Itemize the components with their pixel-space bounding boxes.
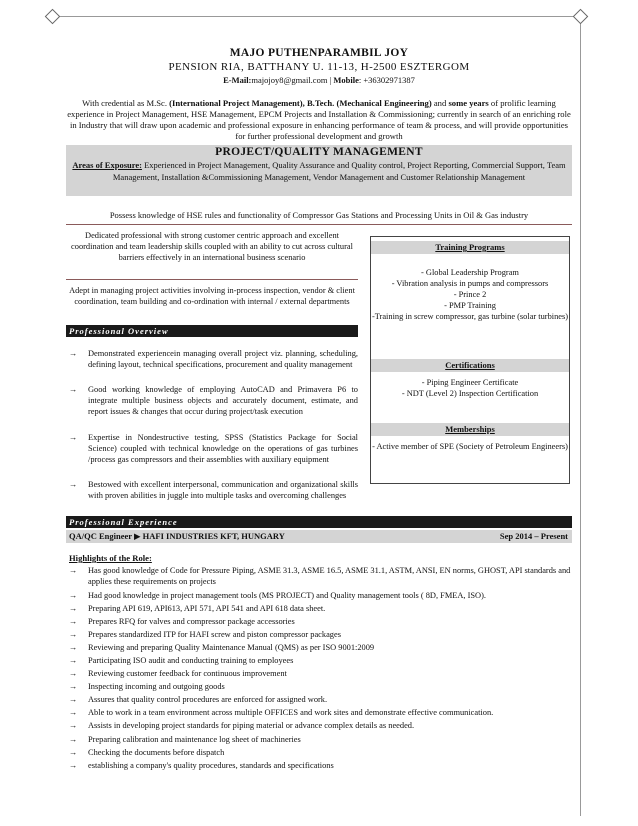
contact-separator: | bbox=[327, 75, 334, 85]
overview-item bbox=[69, 384, 358, 428]
overview-text: Bestowed with excellent interpersonal, communication and organizational skills with proven abilities in juggle into multiple tasks and overcoming challenges bbox=[88, 480, 358, 500]
overview-header: Professional Overview bbox=[66, 325, 358, 337]
arrow-icon: → bbox=[69, 669, 78, 678]
job-title-bar bbox=[66, 530, 572, 543]
border-top-line bbox=[52, 16, 582, 17]
corner-ornament-right bbox=[573, 9, 589, 25]
mobile-label: Mobile bbox=[333, 75, 359, 85]
arrow-icon: → bbox=[69, 349, 78, 358]
arrow-icon: → bbox=[69, 735, 78, 744]
memberships-list bbox=[371, 441, 569, 452]
divider-left bbox=[66, 279, 358, 280]
training-item: - Global Leadership Program bbox=[421, 268, 519, 277]
arrow-icon: → bbox=[69, 566, 78, 575]
arrow-icon: → bbox=[69, 761, 78, 770]
duty-item bbox=[69, 565, 571, 587]
postal-address: PENSION RIA, BATTHANY U. 11-13, H-2500 ESZTERGOM bbox=[168, 61, 470, 73]
duty-text: Able to work in a team environment across multiple OFFICES and work sites and demonstrate effective communication. bbox=[88, 708, 494, 717]
training-list bbox=[371, 267, 569, 322]
experience-header: Professional Experience bbox=[66, 516, 572, 528]
training-item: - Vibration analysis in pumps and compressors bbox=[391, 279, 549, 288]
border-right-line bbox=[580, 16, 581, 816]
duty-item bbox=[69, 668, 571, 679]
arrow-icon: → bbox=[69, 721, 78, 730]
membership-item: - Active member of SPE (Society of Petroleum Engineers) bbox=[372, 442, 568, 451]
arrow-icon: → bbox=[69, 591, 78, 600]
cert-item: - NDT (Level 2) Inspection Certification bbox=[401, 389, 539, 398]
overview-item bbox=[69, 432, 358, 476]
duty-item bbox=[69, 642, 571, 653]
arrow-icon: → bbox=[69, 682, 78, 691]
intro-degrees: (International Project Management), B.Tech. (Mechanical Engineering) bbox=[169, 98, 432, 108]
highlights-label: Highlights of the Role: bbox=[69, 553, 152, 563]
duty-text: Prepares RFQ for valves and compressor package accessories bbox=[88, 617, 295, 626]
duty-text: Has good knowledge of Code for Pressure Piping, ASME 31.3, ASME 16.5, ASME 31.1, ASTM, ANSI, EN norms, GHOST, API standards and applies these requirements on projects bbox=[88, 566, 571, 586]
cert-item: - Piping Engineer Certificate bbox=[421, 378, 519, 387]
arrow-icon: → bbox=[69, 643, 78, 652]
arrow-icon: → bbox=[69, 433, 78, 442]
duty-item bbox=[69, 681, 571, 692]
duty-text: Checking the documents before dispatch bbox=[88, 748, 225, 757]
training-item: -Training in screw compressor, gas turbine (solar turbines) bbox=[371, 312, 569, 321]
duty-text: Inspecting incoming and outgoing goods bbox=[88, 682, 225, 691]
duty-text: Had good knowledge in project management tools (MS PROJECT) and Quality management tools ( 8D, FMEA, ISO). bbox=[88, 591, 486, 600]
duty-text: Assures that quality control procedures are enforced for assigned work. bbox=[88, 695, 328, 704]
contact-line bbox=[0, 75, 638, 85]
arrow-icon: → bbox=[69, 617, 78, 626]
duty-item bbox=[69, 734, 571, 745]
memberships-heading: Memberships bbox=[371, 423, 569, 436]
exposure-text: Experienced in Project Management, Quality Assurance and Quality control, Project Reporting, Commercial Support, Team Management, Installation &Commissioning Management, Vendor Management and Customer Relationship Management bbox=[112, 160, 566, 182]
arrow-icon: → bbox=[69, 480, 78, 489]
overview-text: Good working knowledge of employing AutoCAD and Primavera P6 to integrate multiple business objects and accurately document, estimate, and report issues & changes that occur during project/task execution bbox=[88, 385, 358, 416]
intro-years: some years bbox=[448, 98, 489, 108]
candidate-name: MAJO PUTHENPARAMBIL JOY bbox=[229, 47, 409, 59]
overview-item bbox=[69, 479, 569, 503]
job-dates: Sep 2014 – Present bbox=[499, 531, 568, 541]
overview-text: Expertise in Nondestructive testing, SPSS (Statistics Package for Social Science) coupled with technical knowledge on the operations of gas turbines /process gas compressors and their assemblies with auxiliary equipment bbox=[88, 433, 358, 464]
intro-text-3: of prolific learning experience in Project Management, HSE Management, EPCM Projects and Installation & Commissioning; currently in search of an enriching role in Industry that will draw upon academic and professional exposure in enhancing performance of team & process, and will provide opportunities for further professional development and growth bbox=[67, 98, 571, 141]
duty-text: Participating ISO audit and conducting training to employees bbox=[88, 656, 294, 665]
summary-paragraph-2: Adept in managing project activities involving in-process inspection, vendor & client coordination, team building and co-ordination with internal / external departments bbox=[69, 286, 355, 306]
overview-text: Demonstrated experiencein managing overall project viz. planning, scheduling, defining layout, technical specifications, procurement and quality management bbox=[88, 349, 358, 369]
duty-item bbox=[69, 694, 571, 705]
intro-text-1: With credential as M.Sc. bbox=[82, 98, 170, 108]
section-title: PROJECT/QUALITY MANAGEMENT bbox=[66, 145, 572, 159]
duty-item bbox=[69, 720, 571, 731]
certifications-heading: Certifications bbox=[371, 359, 569, 372]
duty-text: Reviewing and preparing Quality Maintenance Manual (QMS) as per ISO 9001:2009 bbox=[88, 643, 375, 652]
intro-text-2: and bbox=[431, 98, 449, 108]
duty-text: Assists in developing project standards for piping material or advance complex details as needed. bbox=[88, 721, 415, 730]
areas-of-exposure bbox=[66, 159, 572, 196]
arrow-icon: → bbox=[69, 708, 78, 717]
duty-item bbox=[69, 590, 571, 601]
training-item: - PMP Training bbox=[444, 301, 496, 310]
arrow-icon: → bbox=[69, 385, 78, 394]
duty-item bbox=[69, 747, 571, 758]
duty-item bbox=[69, 655, 571, 666]
duty-item bbox=[69, 760, 571, 771]
email-address[interactable]: majojoy8@gmail.com bbox=[251, 75, 328, 85]
arrow-icon: → bbox=[69, 630, 78, 639]
corner-ornament-left bbox=[45, 9, 61, 25]
duty-text: Preparing calibration and maintenance log sheet of machineries bbox=[88, 735, 301, 744]
divider-hse bbox=[66, 224, 572, 225]
arrow-icon: → bbox=[69, 695, 78, 704]
job-role: QA/QC Engineer ▶ HAFI INDUSTRIES KFT, HUNGARY bbox=[69, 531, 285, 541]
certifications-list bbox=[371, 377, 569, 399]
duty-item bbox=[69, 707, 571, 718]
duty-text: Reviewing customer feedback for continuous improvement bbox=[88, 669, 287, 678]
summary-paragraph-1: Dedicated professional with strong customer centric approach and excellent coordination and team leadership skills coupled with an ability to cut across cultural barriers effectively in an international business scenario bbox=[71, 231, 353, 262]
duty-item bbox=[69, 629, 571, 640]
duty-item bbox=[69, 603, 571, 614]
email-label: E-Mail: bbox=[223, 75, 252, 85]
intro-summary bbox=[66, 98, 572, 142]
mobile-number: : +36302971387 bbox=[358, 75, 415, 85]
duty-text: Preparing API 619, API613, API 571, API 541 and API 618 data sheet. bbox=[88, 604, 326, 613]
arrow-icon: → bbox=[69, 748, 78, 757]
training-heading: Training Programs bbox=[371, 241, 569, 254]
duty-item bbox=[69, 616, 571, 627]
exposure-label: Areas of Exposure: bbox=[72, 160, 142, 170]
training-item: - Prince 2 bbox=[453, 290, 487, 299]
duty-text: Prepares standardized ITP for HAFI screw and piston compressor packages bbox=[88, 630, 341, 639]
hse-statement: Possess knowledge of HSE rules and functionality of Compressor Gas Stations and Processing Units in Oil & Gas industry bbox=[109, 210, 529, 220]
arrow-icon: → bbox=[69, 604, 78, 613]
arrow-icon: → bbox=[69, 656, 78, 665]
duty-text: establishing a company's quality procedures, standards and specifications bbox=[88, 761, 334, 770]
